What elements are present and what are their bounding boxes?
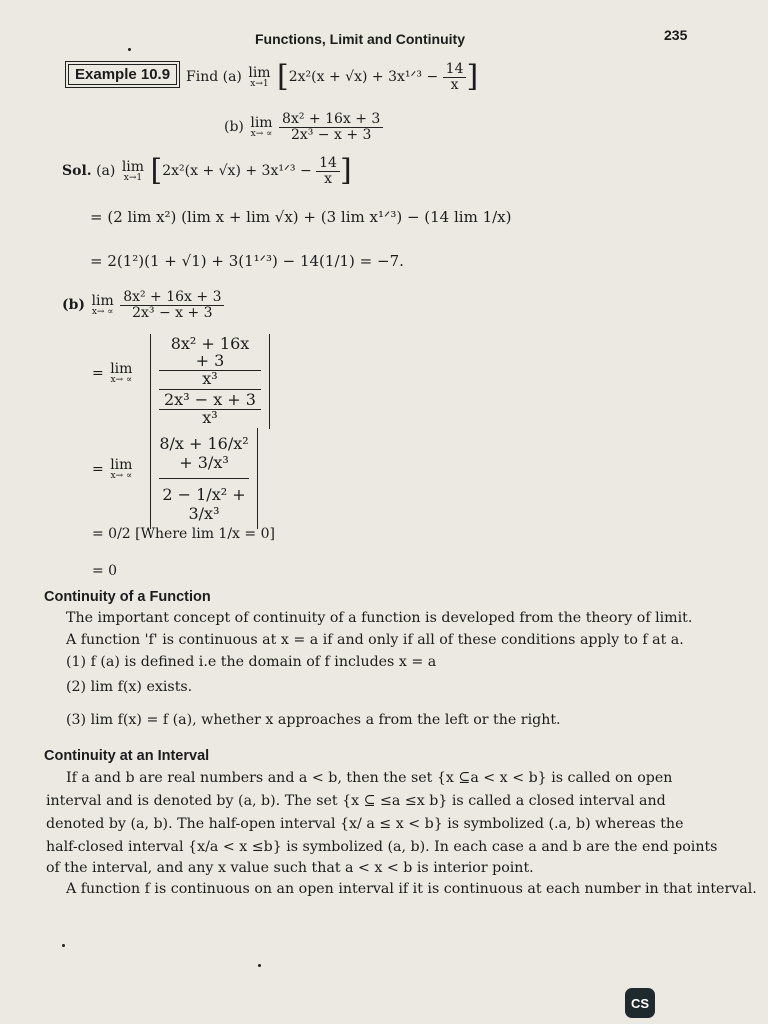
section-heading-continuity-function: Continuity of a Function: [44, 589, 211, 605]
limit-operator: lim x→1: [248, 64, 271, 89]
solution-a-line1: Sol. (a) lim x→1 [2x²(x + √x) + 3x¹ᐟ³ − $\frac{14}{x}$ ]: [62, 153, 352, 189]
example-fraction-a: $\frac{14}{x}$: [443, 62, 467, 92]
example-expr-a: 2x²(x + √x) + 3x¹ᐟ³ −: [288, 69, 439, 86]
ci-line-1: If a and b are real numbers and a < b, then the set {x ⊆a < x < b} is called on open: [66, 770, 673, 786]
cf-line-2: A function 'f' is continuous at x = a if and only if all of these conditions apply to f at a.: [66, 632, 684, 648]
example-part-b: (b) lim x→ ∝ $\frac{\text{8x² + 16x + 3}}{\text{2x³ − x + 3}}$: [224, 112, 383, 142]
speck: [128, 48, 131, 51]
cf-line-5: (3) lim f(x) = f (a), whether x approaches a from the left or the right.: [66, 712, 561, 728]
example-label: Example 10.9: [68, 64, 177, 85]
prompt-a: Find (a): [186, 69, 242, 86]
solution-b-equals-lim-2: = lim x→ ∝: [92, 457, 133, 481]
solution-b-equals-lim-1: = lim x→ ∝: [92, 361, 133, 385]
solution-a-line3: = 2(1²)(1 + √1) + 3(1¹ᐟ³) − 14(1/1) = −7.: [90, 252, 404, 270]
solution-b-step5: = 0: [92, 563, 118, 579]
limit-operator: lim x→ ∝: [250, 114, 273, 139]
solution-b-step4: = 0/2 [Where lim 1/x = 0]: [92, 526, 275, 542]
ci-line-5: of the interval, and any x value such that a < x < b is interior point.: [46, 860, 534, 876]
speck: [258, 964, 261, 967]
cf-line-4: (2) lim f(x) exists.: [66, 679, 193, 695]
camscanner-logo: CS: [625, 988, 655, 1018]
solution-b-compound-fraction-1: 8x² + 16x + 3 x³ 2x³ − x + 3 x³: [150, 334, 270, 429]
example-part-a: Find (a) lim x→1 [2x²(x + √x) + 3x¹ᐟ³ − $\frac{14}{x}$ ]: [186, 59, 479, 95]
page-number: 235: [664, 27, 688, 43]
ci-line-2: interval and is denoted by (a, b). The set {x ⊆ ≤a ≤x b} is called a closed interval and: [46, 793, 666, 809]
ci-line-6: A function f is continuous on an open interval if it is continuous at each number in that interval.: [66, 881, 757, 897]
ci-line-3: denoted by (a, b). The half-open interval {x/ a ≤ x < b} is symbolized (.a, b) whereas the: [46, 816, 684, 832]
ci-line-4: half-closed interval {x/a < x ≤b} is symbolized (a, b). In each case a and b are the end points: [46, 839, 718, 855]
speck: [62, 944, 65, 947]
running-header: Functions, Limit and Continuity: [255, 31, 465, 47]
section-heading-continuity-interval: Continuity at an Interval: [44, 748, 210, 764]
example-fraction-b: $\frac{\text{8x² + 16x + 3}}{\text{2x³ − x + 3}}$: [279, 112, 383, 142]
cf-line-3: (1) f (a) is defined i.e the domain of f includes x = a: [66, 654, 437, 670]
solution-b-compound-fraction-2: 8/x + 16/x² + 3/x³ 2 − 1/x² + 3/x³: [150, 428, 258, 529]
solution-a-line2: = (2 lim x²) (lim x + lim √x) + (3 lim x¹ᐟ³) − (14 lim 1/x): [90, 208, 512, 226]
solution-b-line1: (b) lim x→ ∝ $\frac{\text{8x² + 16x + 3}}{\text{2x³ − x + 3}}$: [62, 290, 224, 320]
cf-line-1: The important concept of continuity of a function is developed from the theory of limit.: [66, 610, 693, 626]
